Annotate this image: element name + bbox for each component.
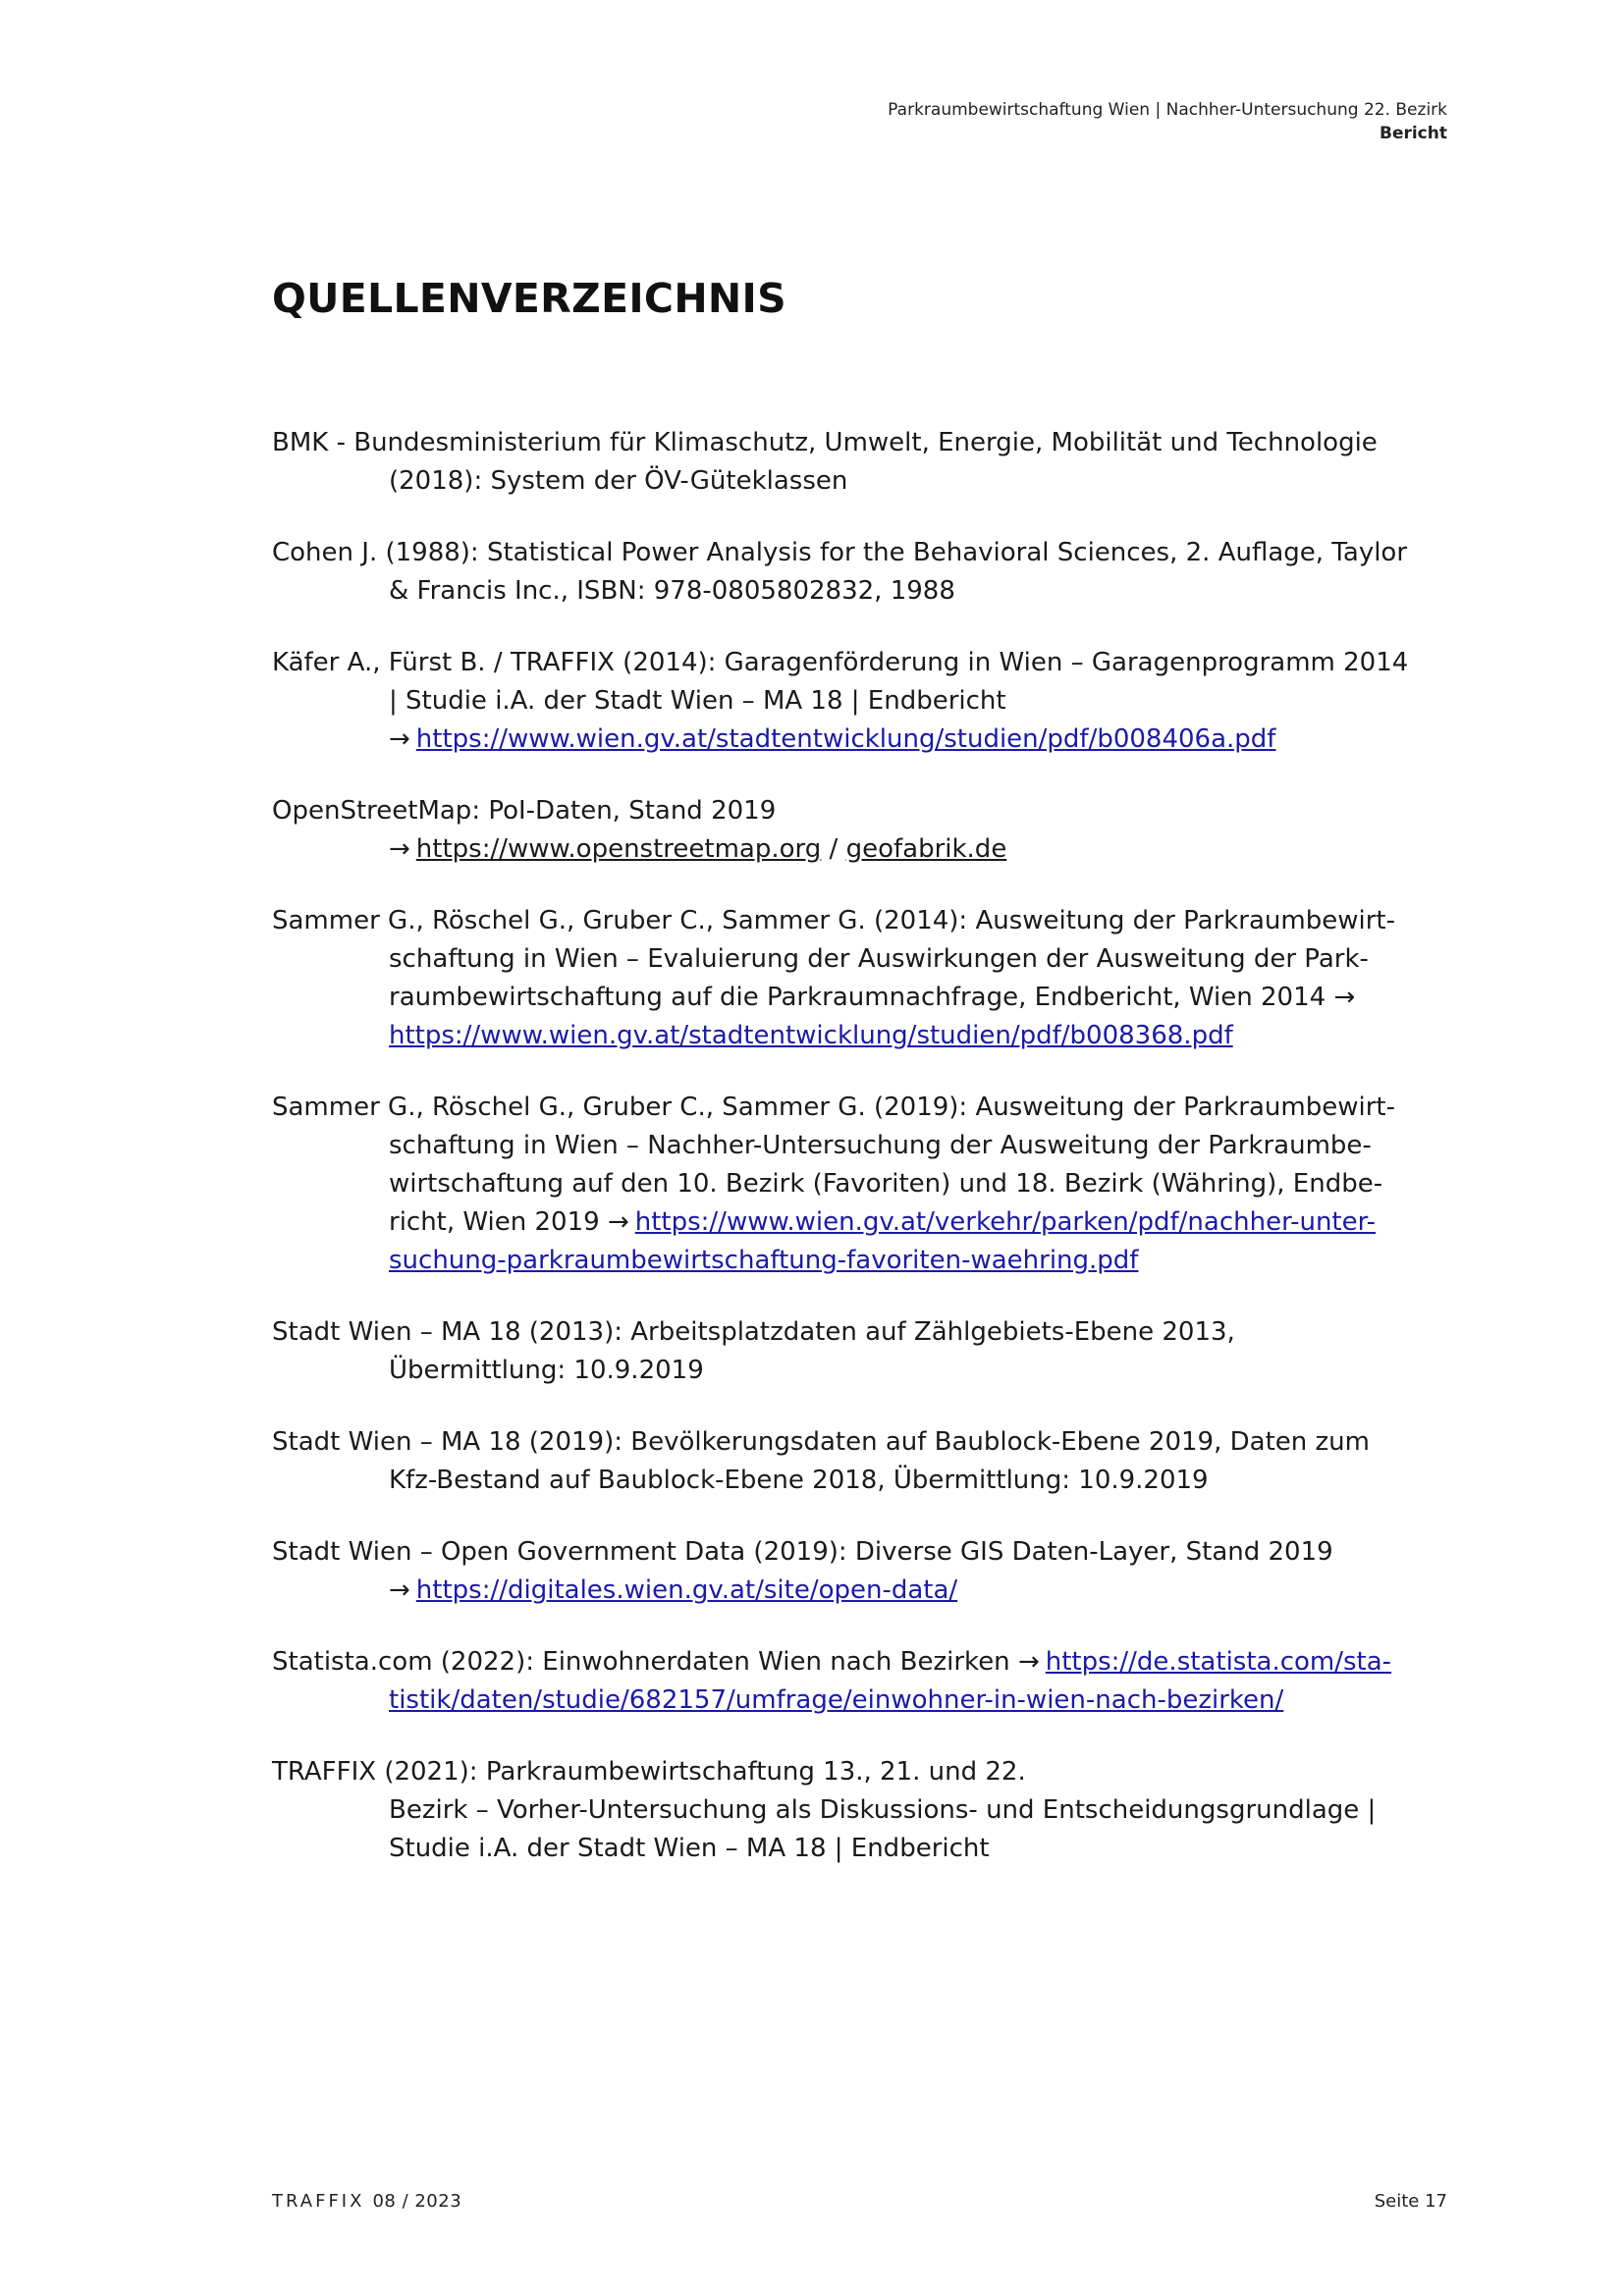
reference-item-ma18-2019 xyxy=(272,1423,1450,1500)
reference-text: & Francis Inc., ISBN: 978-0805802832, 1988 xyxy=(389,576,955,606)
reference-item-sammer-2014 xyxy=(272,902,1450,1055)
reference-text: schaftung in Wien – Nachher-Untersuchung der Ausweitung der Parkraumbe- xyxy=(389,1131,1372,1160)
reference-link-line xyxy=(272,1682,1450,1720)
reference-link[interactable]: https://digitales.wien.gv.at/site/open-data/ xyxy=(415,1575,958,1605)
reference-item-kaefer xyxy=(272,644,1450,759)
reference-text: BMK - Bundesministerium für Klimaschutz, Umwelt, Energie, Mobilität und Technologie xyxy=(272,428,1378,457)
reference-text: (2018): System der ÖV-Güteklassen xyxy=(389,466,848,496)
reference-item-bmk xyxy=(272,424,1450,501)
arrow-right-icon: → xyxy=(1333,983,1356,1012)
link-separator: / xyxy=(829,834,839,864)
arrow-right-icon: → xyxy=(607,1207,629,1237)
reference-text: Studie i.A. der Stadt Wien – MA 18 | Endbericht xyxy=(389,1834,990,1863)
footer-date: 08 / 2023 xyxy=(372,2191,462,2212)
reference-text: wirtschaftung auf den 10. Bezirk (Favoriten) und 18. Bezirk (Währing), Endbe- xyxy=(389,1169,1383,1199)
reference-text: Statista.com (2022): Einwohnerdaten Wien nach Bezirken xyxy=(272,1647,1010,1677)
reference-text: richt, Wien 2019 xyxy=(389,1207,600,1237)
reference-text: Kfz-Bestand auf Baublock-Ebene 2018, Übermittlung: 10.9.2019 xyxy=(389,1466,1209,1495)
reference-text: Übermittlung: 10.9.2019 xyxy=(389,1356,704,1385)
reference-link-continued[interactable]: tistik/daten/studie/682157/umfrage/einwohner-in-wien-nach-bezirken/ xyxy=(389,1685,1284,1715)
reference-item-sammer-2019 xyxy=(272,1089,1450,1280)
reference-text: raumbewirtschaftung auf die Parkraumnachfrage, Endbericht, Wien 2014 xyxy=(389,983,1326,1012)
reference-text: Stadt Wien – Open Government Data (2019): Diverse GIS Daten-Layer, Stand 2019 xyxy=(272,1537,1333,1567)
reference-text-line xyxy=(272,979,1450,1017)
arrow-right-icon: → xyxy=(389,834,410,864)
reference-link[interactable]: https://de.statista.com/sta- xyxy=(1045,1647,1392,1677)
reference-item-ma18-2013 xyxy=(272,1313,1450,1390)
reference-text: Stadt Wien – MA 18 (2013): Arbeitsplatzdaten auf Zählgebiets-Ebene 2013, xyxy=(272,1317,1235,1347)
reference-text: Stadt Wien – MA 18 (2019): Bevölkerungsdaten auf Baublock-Ebene 2019, Daten zum xyxy=(272,1427,1370,1457)
page-footer-left xyxy=(272,2191,461,2212)
page-header xyxy=(888,98,1447,145)
arrow-right-icon: → xyxy=(389,1575,410,1605)
arrow-right-icon: → xyxy=(389,724,410,754)
header-title: Parkraumbewirtschaftung Wien | Nachher-Untersuchung 22. Bezirk xyxy=(888,100,1447,120)
reference-item-statista xyxy=(272,1643,1450,1720)
reference-link[interactable]: https://www.wien.gv.at/stadtentwicklung/studien/pdf/b008368.pdf xyxy=(389,1021,1233,1050)
reference-item-openstreetmap xyxy=(272,792,1450,869)
footer-org: TRAFFIX xyxy=(272,2191,365,2212)
reference-text: schaftung in Wien – Evaluierung der Auswirkungen der Ausweitung der Park- xyxy=(389,944,1369,974)
reference-text: OpenStreetMap: PoI-Daten, Stand 2019 xyxy=(272,796,777,826)
reference-text: Bezirk – Vorher-Untersuchung als Diskussions- und Entscheidungsgrundlage | xyxy=(389,1795,1377,1825)
reference-text: Sammer G., Röschel G., Gruber C., Sammer G. (2019): Ausweitung der Parkraumbewirt- xyxy=(272,1093,1395,1122)
reference-link[interactable]: https://www.wien.gv.at/stadtentwicklung/studien/pdf/b008406a.pdf xyxy=(415,724,1276,754)
reference-item-cohen xyxy=(272,534,1450,611)
reference-link-continued[interactable]: suchung-parkraumbewirtschaftung-favoriten-waehring.pdf xyxy=(389,1246,1139,1275)
reference-link-line xyxy=(272,1242,1450,1280)
reference-link-line xyxy=(272,721,1450,759)
reference-list xyxy=(272,424,1450,1901)
header-subtitle: Bericht xyxy=(1379,124,1447,143)
reference-text: Cohen J. (1988): Statistical Power Analysis for the Behavioral Sciences, 2. Auflage, Taylor xyxy=(272,538,1408,567)
reference-text: Käfer A., Fürst B. / TRAFFIX (2014): Garagenförderung in Wien – Garagenprogramm 2014 xyxy=(272,648,1409,677)
reference-text: TRAFFIX (2021): Parkraumbewirtschaftung 13., 21. und 22. xyxy=(272,1757,1026,1787)
reference-link-line xyxy=(272,1572,1450,1610)
reference-item-traffix-2021 xyxy=(272,1753,1450,1868)
reference-item-ogd xyxy=(272,1533,1450,1610)
reference-link-openstreetmap[interactable]: https://www.openstreetmap.org xyxy=(415,834,822,864)
reference-text: Sammer G., Röschel G., Gruber C., Sammer G. (2014): Ausweitung der Parkraumbewirt- xyxy=(272,906,1395,935)
reference-link-line xyxy=(272,1017,1450,1055)
arrow-right-icon: → xyxy=(1017,1647,1040,1677)
reference-text: | Studie i.A. der Stadt Wien – MA 18 | Endbericht xyxy=(389,686,1006,716)
page-number: Seite 17 xyxy=(1374,2191,1447,2212)
reference-link-geofabrik[interactable]: geofabrik.de xyxy=(845,834,1007,864)
reference-link-line xyxy=(272,830,1450,869)
reference-link[interactable]: https://www.wien.gv.at/verkehr/parken/pdf/nachher-unter- xyxy=(634,1207,1377,1237)
reference-text-line xyxy=(272,1643,1450,1682)
reference-text-line xyxy=(272,1203,1450,1242)
page-title: QUELLENVERZEICHNIS xyxy=(272,275,786,322)
